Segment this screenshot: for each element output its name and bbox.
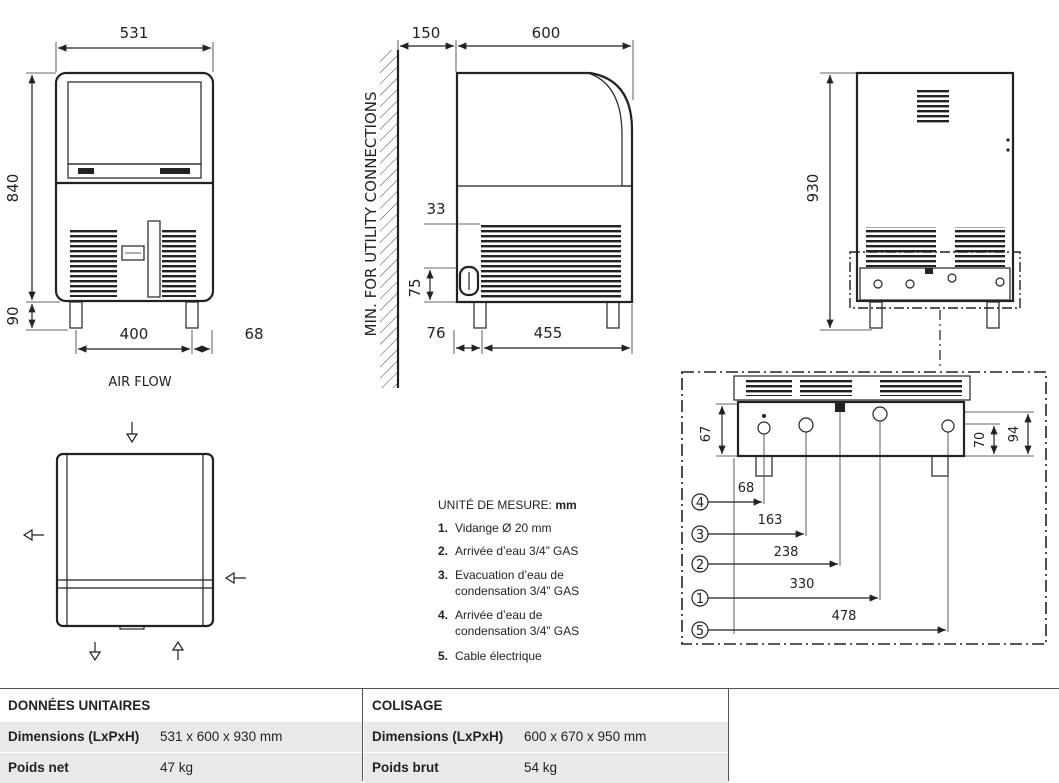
table-row xyxy=(0,752,362,783)
dim-front-width: 531 xyxy=(119,24,149,42)
unit-data-title: DONNÉES UNITAIRES xyxy=(8,698,151,713)
dim-detail-67: 67 xyxy=(699,425,714,443)
back-view xyxy=(804,73,1020,370)
legend-item-text: condensation 3/4” GAS xyxy=(455,584,580,598)
wall-note: MIN. FOR UTILITY CONNECTIONS xyxy=(362,91,380,337)
dim-conn-5: 478 xyxy=(831,609,857,624)
brand-badge xyxy=(160,168,190,174)
table-row xyxy=(0,721,362,752)
dim-side-455: 455 xyxy=(533,324,563,342)
dim-back-height: 930 xyxy=(804,173,822,203)
callout-4: 4 xyxy=(695,496,705,511)
model-badge xyxy=(78,168,94,174)
side-view xyxy=(362,24,633,388)
legend-item-num: 2. xyxy=(438,544,449,558)
legend-item-text: Arrivée d’eau de xyxy=(455,608,543,622)
legend-item-num: 3. xyxy=(438,568,449,582)
legend-item-num: 5. xyxy=(438,649,449,663)
dim-leg-height: 90 xyxy=(4,306,22,326)
callout-3: 3 xyxy=(695,528,705,543)
legend xyxy=(438,497,579,663)
callout-5: 5 xyxy=(695,624,705,639)
arrow-up-icon xyxy=(173,642,183,660)
unit-data-table xyxy=(0,689,363,781)
table-row xyxy=(364,752,728,783)
dim-conn-2: 238 xyxy=(773,545,799,560)
packing-title: COLISAGE xyxy=(372,698,443,713)
row-value: 531 x 600 x 930 mm xyxy=(160,729,283,744)
dim-conn-4: 68 xyxy=(737,481,755,496)
dim-side-33: 33 xyxy=(426,200,446,218)
legend-item-text: Evacuation d’eau de xyxy=(455,568,564,582)
spec-tables xyxy=(0,688,1059,781)
dim-side-75: 75 xyxy=(406,278,424,298)
dim-leg-offset: 68 xyxy=(244,325,264,343)
detail-view xyxy=(682,372,1046,644)
arrow-left-icon xyxy=(24,530,44,540)
row-value: 47 kg xyxy=(160,760,194,775)
legend-item-text: condensation 3/4” GAS xyxy=(455,624,580,638)
dim-side-depth: 600 xyxy=(531,24,561,42)
row-key: Poids net xyxy=(8,760,69,775)
air-flow-view xyxy=(24,375,246,660)
row-key: Dimensions (LxPxH) xyxy=(8,729,140,744)
dim-wall-clearance: 150 xyxy=(411,24,441,42)
dim-detail-70: 70 xyxy=(973,431,988,449)
packing-table xyxy=(364,689,729,781)
dim-leg-spacing: 400 xyxy=(119,325,149,343)
arrow-left-icon xyxy=(226,573,246,583)
arrow-down-icon xyxy=(90,642,100,660)
air-flow-label: AIR FLOW xyxy=(108,375,172,390)
row-key: Poids brut xyxy=(372,760,439,775)
legend-item-num: 1. xyxy=(438,521,449,535)
table-row xyxy=(364,721,728,752)
row-value: 54 kg xyxy=(524,760,558,775)
legend-item-text: Cable électrique xyxy=(455,649,542,663)
front-view xyxy=(4,24,264,354)
callout-1: 1 xyxy=(695,592,705,607)
row-value: 600 x 670 x 950 mm xyxy=(524,729,647,744)
legend-item-num: 4. xyxy=(438,608,449,622)
legend-item-text: Vidange Ø 20 mm xyxy=(455,521,552,535)
row-key: Dimensions (LxPxH) xyxy=(372,729,504,744)
dim-front-height: 840 xyxy=(4,173,22,203)
arrow-down-icon xyxy=(127,422,137,442)
legend-item-text: Arrivée d’eau 3/4” GAS xyxy=(455,544,579,558)
dim-conn-1: 330 xyxy=(789,577,815,592)
dim-side-76: 76 xyxy=(426,324,446,342)
legend-title: UNITÉ DE MESURE: mm xyxy=(438,498,577,512)
dim-detail-94: 94 xyxy=(1007,425,1022,443)
callout-2: 2 xyxy=(695,558,705,573)
dim-conn-3: 163 xyxy=(757,513,783,528)
